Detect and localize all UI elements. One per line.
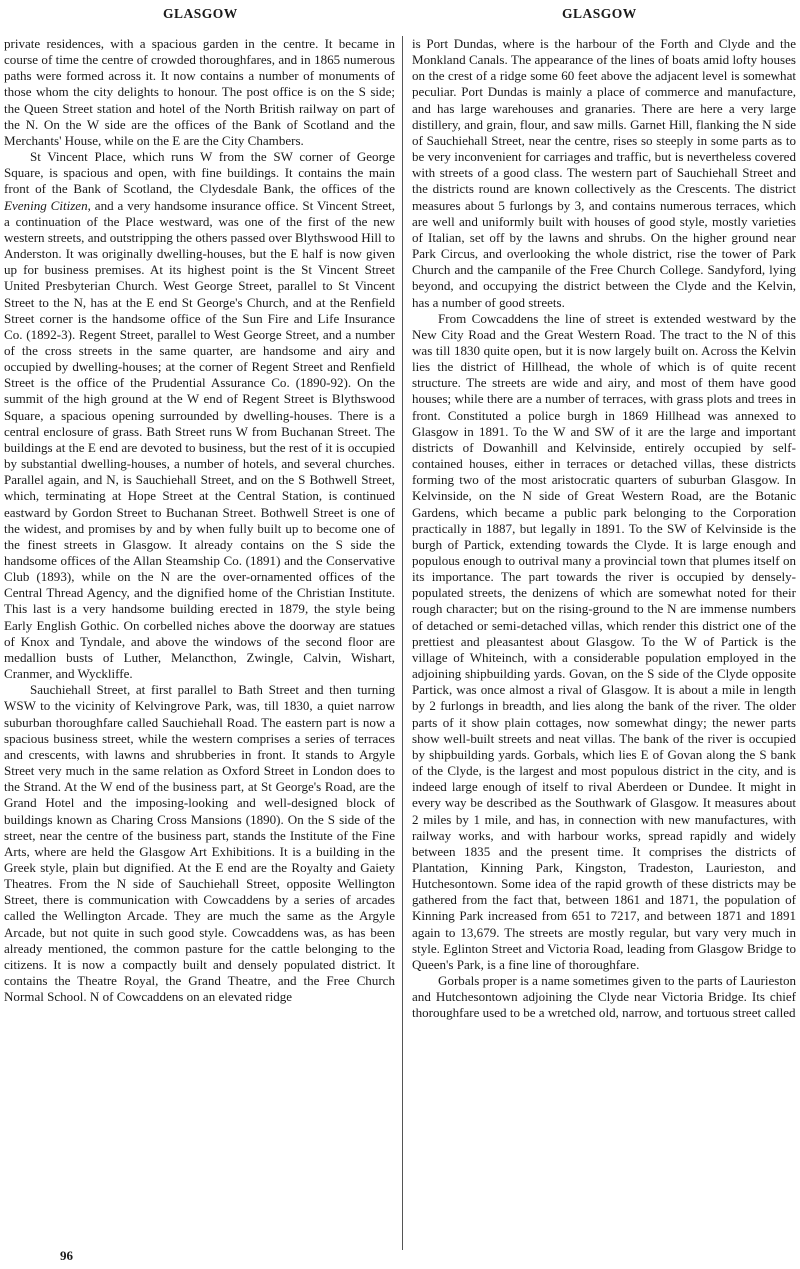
column-divider bbox=[402, 36, 403, 1250]
page-number: 96 bbox=[60, 1248, 73, 1263]
paragraph: Gorbals proper is a name sometimes given to the parts of Laurieston and Hutchesontown adjoining the Clyde near Victoria Bridge. Its chief thoroughfare used to be a wretched old, narrow, and tortuous street called bbox=[412, 973, 796, 1021]
left-column bbox=[4, 36, 395, 1250]
paragraph-text: St Vincent Place, which runs W from the SW corner of George Square, is spacious and open, with fine buildings. It contains the main front of the Bank of Scotland, the Clydesdale Bank, the offices of the bbox=[4, 149, 395, 197]
paragraph: Sauchiehall Street, at first parallel to Bath Street and then turning WSW to the vicinity of Kelvingrove Park, was, till 1830, a quiet narrow suburban thoroughfare called Sauchiehall Road. The eastern part is now a spacious business street, while the western comprises a series of terraces and crescents, with lawns and shrubberies in front. It stands to Argyle Street very much in the same relation as Oxford Street in London does to the Strand. At the W end of the business part, at St George's Road, are the Grand Hotel and the imposing-looking and well-designed block of buildings known as Charing Cross Mansions (1890). On the S side of the street, near the centre of the business part, stands the Institute of the Fine Arts, where are held the Glasgow Art Exhibitions. It is a building in the Greek style, plain but dignified. At the E end are the Royalty and Gaiety Theatres. From the N side of Sauchiehall Street, opposite Wellington Street, there is communication with Cowcaddens by a series of arcades called the Wellington Arcade. They are much the same as the Argyle Arcade, but not quite in such good style. Cowcaddens was, as has been already mentioned, the common pasture for the cattle belonging to the citizens. It is now a compactly built and densely populated district. It contains the Theatre Royal, the Grand Theatre, and the Free Church Normal School. N of Cowcaddens on an elevated ridge bbox=[4, 682, 395, 1005]
paragraph bbox=[4, 149, 395, 682]
newspaper-title: Evening Citizen bbox=[4, 197, 88, 213]
paragraph: From Cowcaddens the line of street is extended westward by the New City Road and the Great Western Road. The tract to the N of this was till 1830 quite open, but it is now largely built on. Across the Kelvin lies the district of Hillhead, the whole of which is of quite recent structure. The streets are wide and airy, and most of them have good houses; while there are a number of terraces, with grass plots and trees in front. Constituted a police burgh in 1869 Hillhead was annexed to Glasgow in 1891. To the W and SW of it are the large and important districts of Dowanhill and Kelvinside, entirely occupied by self-contained houses, either in terraces or detached villas, these districts forming two of the most aristocratic quarters of suburban Glasgow. In Kelvinside, on the N side of Great Western Road, are the Botanic Gardens, which became a public park belonging to the Corporation practically in 1887, but legally in 1891. To the SW of Kelvinside is the burgh of Partick, extending towards the Clyde. It is large enough and populous enough to outrival many a provincial town that plumes itself on its importance. The part towards the river is occupied by densely-populated streets, the denizens of which are somewhat noted for their rough character; but on the rising-ground to the N are immense numbers of detached or semi-detached villas, which render this district one of the prettiest and pleasantest about Glasgow. To the W of Partick is the village of Whiteinch, with a considerable population employed in the adjoining shipbuilding yards. Govan, on the S side of the Clyde opposite Partick, was once almost a rival of Glasgow. It is about a mile in length by 2 furlongs in breadth, and lies along the bank of the river. The older parts of it show plain cottages, now somewhat dingy; the newer parts show well-built streets and neat villas. The bank of the river is occupied by shipbuilding yards. Gorbals, which lies E of Govan along the S bank of the Clyde, is the largest and most populous district in the city, and is indeed large enough of itself to rival Aberdeen or Dundee. It might in every way be described as the Southwark of Glasgow. It measures about 2 miles by 1 mile, and has, in connection with new manufactures, with railway works, and with harbour works, spread rapidly and widely between 1835 and the present time. It comprises the districts of Plantation, Kinning Park, Kingston, Tradeston, Laurieston, and Hutchesontown. Some idea of the rapid growth of these districts may be gathered from the fact that, between 1861 and 1871, the population of Kinning Park increased from 651 to 7217, and between 1871 and 1891 again to 13,679. The streets are mostly regular, but vary very much in style. Eglinton Street and Victoria Road, leading from Glasgow Bridge to Queen's Park, is a fine line of thoroughfare. bbox=[412, 310, 796, 972]
paragraph: is Port Dundas, where is the harbour of the Forth and Clyde and the Monkland Canals. The appearance of the lines of boats amid lofty houses on the crest of a ridge some 60 feet above the adjacent level is somewhat peculiar. Port Dundas is mainly a place of commerce and manufacture, and has large warehouses and granaries. There are here a very large distillery, and grain, flour, and saw mills. Garnet Hill, flanking the N side of Sauchiehall Street, near the centre, rises so steeply in some parts as to be very inconvenient for carriages and traffic, but is nevertheless covered with streets of a good class. The western part of Sauchiehall Street and the districts round are known collectively as the Crescents. The district measures about 5 furlongs by 3, and contains numerous terraces, which are well and uniformly built with houses of good style, mostly varieties of Italian, set off by the lawns and shrubs. On the higher ground near Park Circus, and overlooking the whole district, rise the tower of Park Church and the campanile of the Free Church College. Sandyford, lying beyond, and occupying the district between the Clyde and the Kelvin, has a number of good streets. bbox=[412, 36, 796, 310]
paragraph-text: , and a very handsome insurance office. St Vincent Street, a continuation of the Place westward, was one of the first of the new western streets, and outstripping the others passed over Blythswood Hill to Anderston. It was originally dwelling-houses, but the E half is now given up for business premises. At its highest point is the St Vincent Street United Presbyterian Church. West George Street, parallel to St Vincent Street to the N, has at the E end St George's Church, and at the Renfield Street corner is the handsome office of the Sun Fire and Life Insurance Co. (1892-3). Regent Street, parallel to West George Street, and a number of the cross streets in the same quarter, are handsome and airy and occupied by dwelling-houses; at the corner of Regent Street and Renfield Street is the office of the Prudential Assurance Co. (1890-92). On the summit of the high ground at the W end of Regent Street is Blythswood Square, a spacious opening surrounded by dwelling-houses. There is a central enclosure of grass. Bath Street runs W from Buchanan Street. The buildings at the E end are devoted to business, but the rest of it is occupied by substantial dwelling-houses, a number of hotels, and several churches. Parallel again, and N, is Sauchiehall Street, and on the S Bothwell Street, which, terminating at Hope Street at the Central Station, is continued eastward by Gordon Street to Buchanan Street. Bothwell Street is one of the widest, and promises by and by when fully built up to become one of the finest streets in Glasgow. It already contains on the S side the handsome offices of the Allan Steamship Co. (1891) and the Conservative Club (1893), while on the N are the over-ornamented offices of the Central Thread Agency, and the dignified home of the Christian Institute. This last is a very handsome building erected in 1879, the style being Early English Gothic. On corbelled niches above the doorway are statues of Knox and Tyndale, and above the windows of the second floor are medallion busts of Luther, Melancthon, Zwingle, Calvin, Wishart, Cranmer, and Wyckliffe. bbox=[4, 197, 395, 682]
header-title-right: GLASGOW bbox=[562, 6, 637, 21]
right-column bbox=[412, 36, 796, 1250]
running-header bbox=[0, 6, 800, 28]
header-title-left: GLASGOW bbox=[163, 6, 238, 21]
paragraph: private residences, with a spacious garden in the centre. It became in course of time the centre of crowded thoroughfares, and in 1865 numerous paths were formed across it. It now contains a number of monuments of those whom the city delights to honour. The post office is on the S side; the Queen Street station and hotel of the North British railway on part of the N. On the W side are the offices of the Bank of Scotland and the Merchants' House, while on the E are the City Chambers. bbox=[4, 36, 395, 148]
